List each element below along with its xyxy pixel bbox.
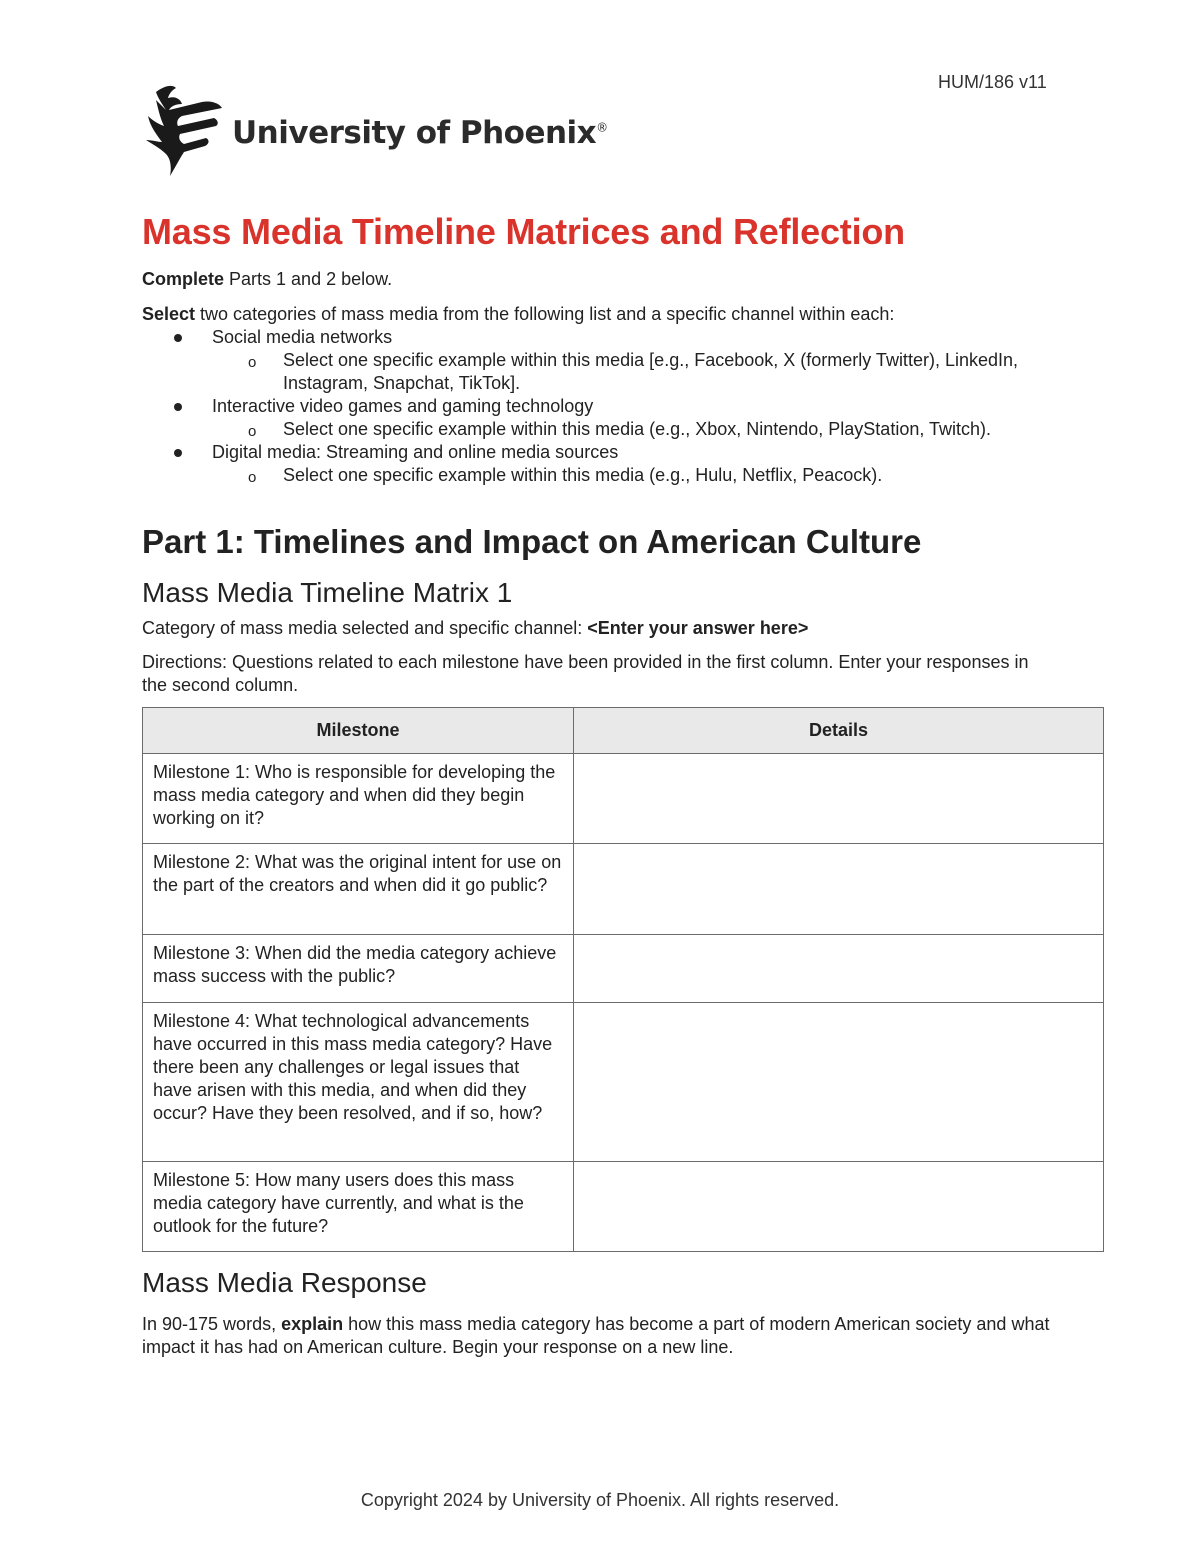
response-instructions: In 90-175 words, explain how this mass media category has become a part of modern American society and what impact it has had on American culture. Begin your response on a new line. xyxy=(142,1314,1050,1357)
document-title: Mass Media Timeline Matrices and Reflection xyxy=(142,211,905,252)
list-item: Interactive video games and gaming technology o Select one specific example within this media (e.g., Xbox, Nintendo, PlayStation, Twitch). xyxy=(142,395,1072,441)
column-header-milestone: Milestone xyxy=(143,708,574,754)
university-logo xyxy=(142,82,608,178)
milestone-question: Milestone 1: Who is responsible for developing the mass media category and when did they begin working on it? xyxy=(143,754,574,844)
milestone-details-cell[interactable] xyxy=(574,1003,1104,1162)
table-row xyxy=(143,935,1104,1003)
table-row xyxy=(143,1162,1104,1252)
copyright-footer: Copyright 2024 by University of Phoenix. All rights reserved. xyxy=(360,1490,840,1510)
directions-text: Directions: Questions related to each milestone have been provided in the first column. Enter your responses in the second column. xyxy=(142,652,1029,695)
bullet-icon xyxy=(174,403,182,411)
category-answer-field[interactable]: <Enter your answer here> xyxy=(587,618,809,638)
table-header-row xyxy=(143,708,1104,754)
list-item: Digital media: Streaming and online media sources o Select one specific example within this media (e.g., Hulu, Netflix, Peacock). xyxy=(142,441,1072,487)
milestone-details-cell[interactable] xyxy=(574,844,1104,935)
bullet-icon xyxy=(174,334,182,342)
category-line: Category of mass media selected and specific channel: <Enter your answer here> xyxy=(142,618,809,638)
complete-instruction: Complete Parts 1 and 2 below. xyxy=(142,269,393,289)
table-row xyxy=(143,1003,1104,1162)
milestone-details-cell[interactable] xyxy=(574,754,1104,844)
course-code: HUM/186 v11 xyxy=(938,72,1047,92)
list-item: Social media networks o Select one specific example within this media [e.g., Facebook, X (formerly Twitter), LinkedIn, Instagram, Snapchat, TikTok]. xyxy=(142,326,1072,395)
milestone-details-cell[interactable] xyxy=(574,1162,1104,1252)
timeline-matrix-table xyxy=(142,707,1104,1252)
matrix1-heading: Mass Media Timeline Matrix 1 xyxy=(142,577,513,608)
media-category-list xyxy=(142,326,1072,487)
sub-list-item: o Select one specific example within this media [e.g., Facebook, X (formerly Twitter), LinkedIn, Instagram, Snapchat, TikTok]. xyxy=(248,350,1018,393)
bullet-icon xyxy=(174,449,182,457)
logo-wordmark: University of Phoenix® xyxy=(232,115,608,151)
table-row xyxy=(143,844,1104,935)
response-heading: Mass Media Response xyxy=(142,1267,427,1298)
table-row xyxy=(143,754,1104,844)
milestone-question: Milestone 4: What technological advancements have occurred in this mass media category? Have there been any challenges or legal issues that have arisen with this media, and when did they occur? Have they been resolved, and if so, how? xyxy=(143,1003,574,1162)
phoenix-bird-icon xyxy=(142,82,224,178)
milestone-question: Milestone 5: How many users does this mass media category have currently, and what is the outlook for the future? xyxy=(143,1162,574,1252)
select-instruction: Select two categories of mass media from the following list and a specific channel within each: xyxy=(142,304,895,324)
column-header-details: Details xyxy=(574,708,1104,754)
part1-heading: Part 1: Timelines and Impact on American Culture xyxy=(142,523,922,560)
intro-section xyxy=(142,268,1072,487)
sub-list-item: o Select one specific example within this media (e.g., Hulu, Netflix, Peacock). xyxy=(248,465,883,486)
milestone-question: Milestone 3: When did the media category achieve mass success with the public? xyxy=(143,935,574,1003)
milestone-question: Milestone 2: What was the original intent for use on the part of the creators and when did it go public? xyxy=(143,844,574,935)
milestone-details-cell[interactable] xyxy=(574,935,1104,1003)
sub-list-item: o Select one specific example within this media (e.g., Xbox, Nintendo, PlayStation, Twitch). xyxy=(248,419,992,440)
